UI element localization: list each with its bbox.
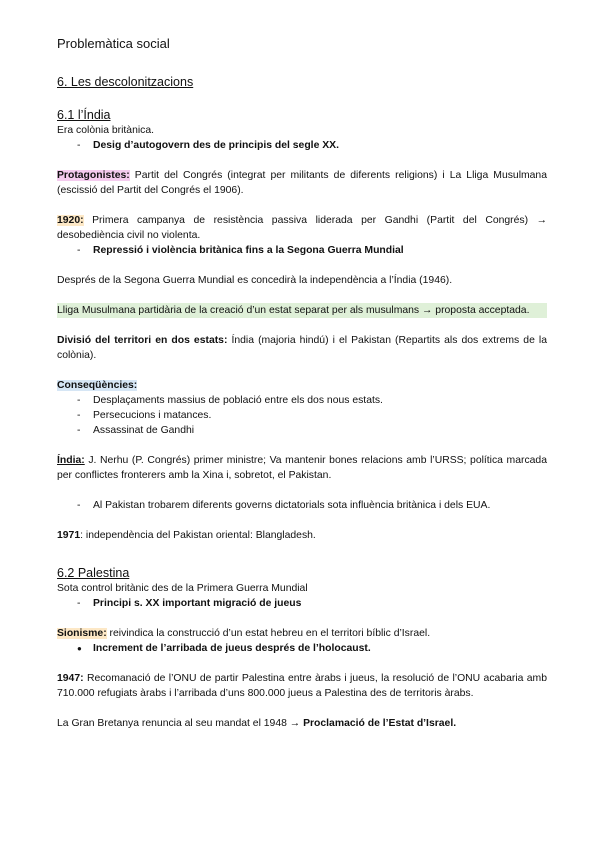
paragraph-1971: 1971: independència del Pakistan oriental: Blangladesh.: [57, 530, 316, 541]
dash-marker: -: [77, 245, 81, 256]
paragraph-proclamacio: La Gran Bretanya renuncia al seu mandat el 1948 → Proclamació de l’Estat d’Israel.: [57, 718, 457, 729]
bullet-list-holocaust: [57, 641, 547, 656]
paragraph-colonia: Era colònia britànica.: [57, 125, 155, 136]
label-protagonistes: Protagonistes:: [57, 170, 130, 181]
document-page: [57, 36, 547, 731]
label-1971: 1971: [57, 530, 81, 541]
label-1920: 1920:: [57, 215, 84, 226]
label-consequencies: Conseqüències:: [57, 380, 138, 391]
dash-marker: -: [77, 500, 81, 511]
paragraph-control-britanic: Sota control britànic des de la Primera Guerra Mundial: [57, 583, 308, 594]
subsection-heading-palestina: 6.2 Palestina: [57, 566, 130, 580]
label-proclamacio: Proclamació de l’Estat d’Israel.: [303, 718, 457, 729]
dash-marker: -: [77, 425, 81, 436]
dash-marker: -: [77, 140, 81, 151]
paragraph-india-nerhu: Índia: J. Nerhu (P. Congrés) primer ministre; Va mantenir bones relacions amb l’URSS; política marcada per conflictes fronterers amb la Xina i, sobretot, el Pakistan.: [57, 455, 547, 481]
dash-marker: -: [77, 410, 81, 421]
list-item: - Repressió i violència britànica fins a la Segona Guerra Mundial: [77, 245, 404, 256]
label-india: Índia:: [57, 455, 85, 466]
subsection-heading-india: 6.1 l’Índia: [57, 108, 111, 122]
paragraph-lliga-musulmana: Lliga Musulmana partidària de la creació d’un estat separat per als musulmans → proposta acceptada.: [57, 303, 547, 318]
bullet-list-consequencies: [57, 393, 547, 438]
paragraph-sionisme: Sionisme: reivindica la construcció d’un estat hebreu en el territori bíblic d’Israel.: [57, 628, 431, 639]
list-item: - Desplaçaments massius de població entre els dos nous estats.: [77, 395, 383, 406]
paragraph-protagonistes: Protagonistes: Partit del Congrés (integrat per militants de diferents religions) i La Lliga Musulmana (escissió del Partit del Congrés el 1906).: [57, 170, 547, 196]
list-item: - Al Pakistan trobarem diferents governs dictatorials sota influència britànica i dels EUA.: [77, 500, 491, 511]
list-item: - Assassinat de Gandhi: [77, 425, 195, 436]
paragraph-1947: 1947: Recomanació de l’ONU de partir Palestina entre àrabs i jueus, la resolució de l’ONU acabaria amb 710.000 refugiats àrabs i l’arribada d’uns 800.000 jueus a Palestina des de territoris àrabs.: [57, 673, 547, 699]
dash-marker: -: [77, 598, 81, 609]
list-item: - Desig d’autogovern des de principis del segle XX.: [77, 140, 339, 151]
dot-marker: ●: [77, 644, 82, 653]
paragraph-consequencies: [57, 378, 547, 393]
list-item: - Persecucions i matances.: [77, 410, 212, 421]
paragraph-independencia: Després de la Segona Guerra Mundial es concedirà la independència a l’Índia (1946).: [57, 275, 453, 286]
paragraph-1920: 1920: Primera campanya de resistència passiva liderada per Gandhi (Partit del Congrés) → desobediència civil no violenta.: [57, 215, 547, 241]
page-title: Problemàtica social: [57, 36, 170, 51]
label-1947: 1947:: [57, 673, 84, 684]
bullet-list-autogovern: [57, 138, 547, 153]
list-item: - Principi s. XX important migració de jueus: [77, 598, 302, 609]
dash-marker: -: [77, 395, 81, 406]
bullet-list-pakistan: [57, 498, 547, 513]
section-heading-descolonitzacions: 6. Les descolonitzacions: [57, 75, 194, 89]
list-item: ● Increment de l’arribada de jueus després de l’holocaust.: [77, 643, 371, 654]
bullet-list-repressio: [57, 243, 547, 258]
paragraph-divisio: Divisió del territori en dos estats: Índia (majoria hindú) i el Pakistan (Repartits als dos extrems de la colònia).: [57, 335, 547, 361]
label-sionisme: Sionisme:: [57, 628, 107, 639]
label-divisio: Divisió del territori en dos estats:: [57, 335, 228, 346]
bullet-list-migracio: [57, 596, 547, 611]
